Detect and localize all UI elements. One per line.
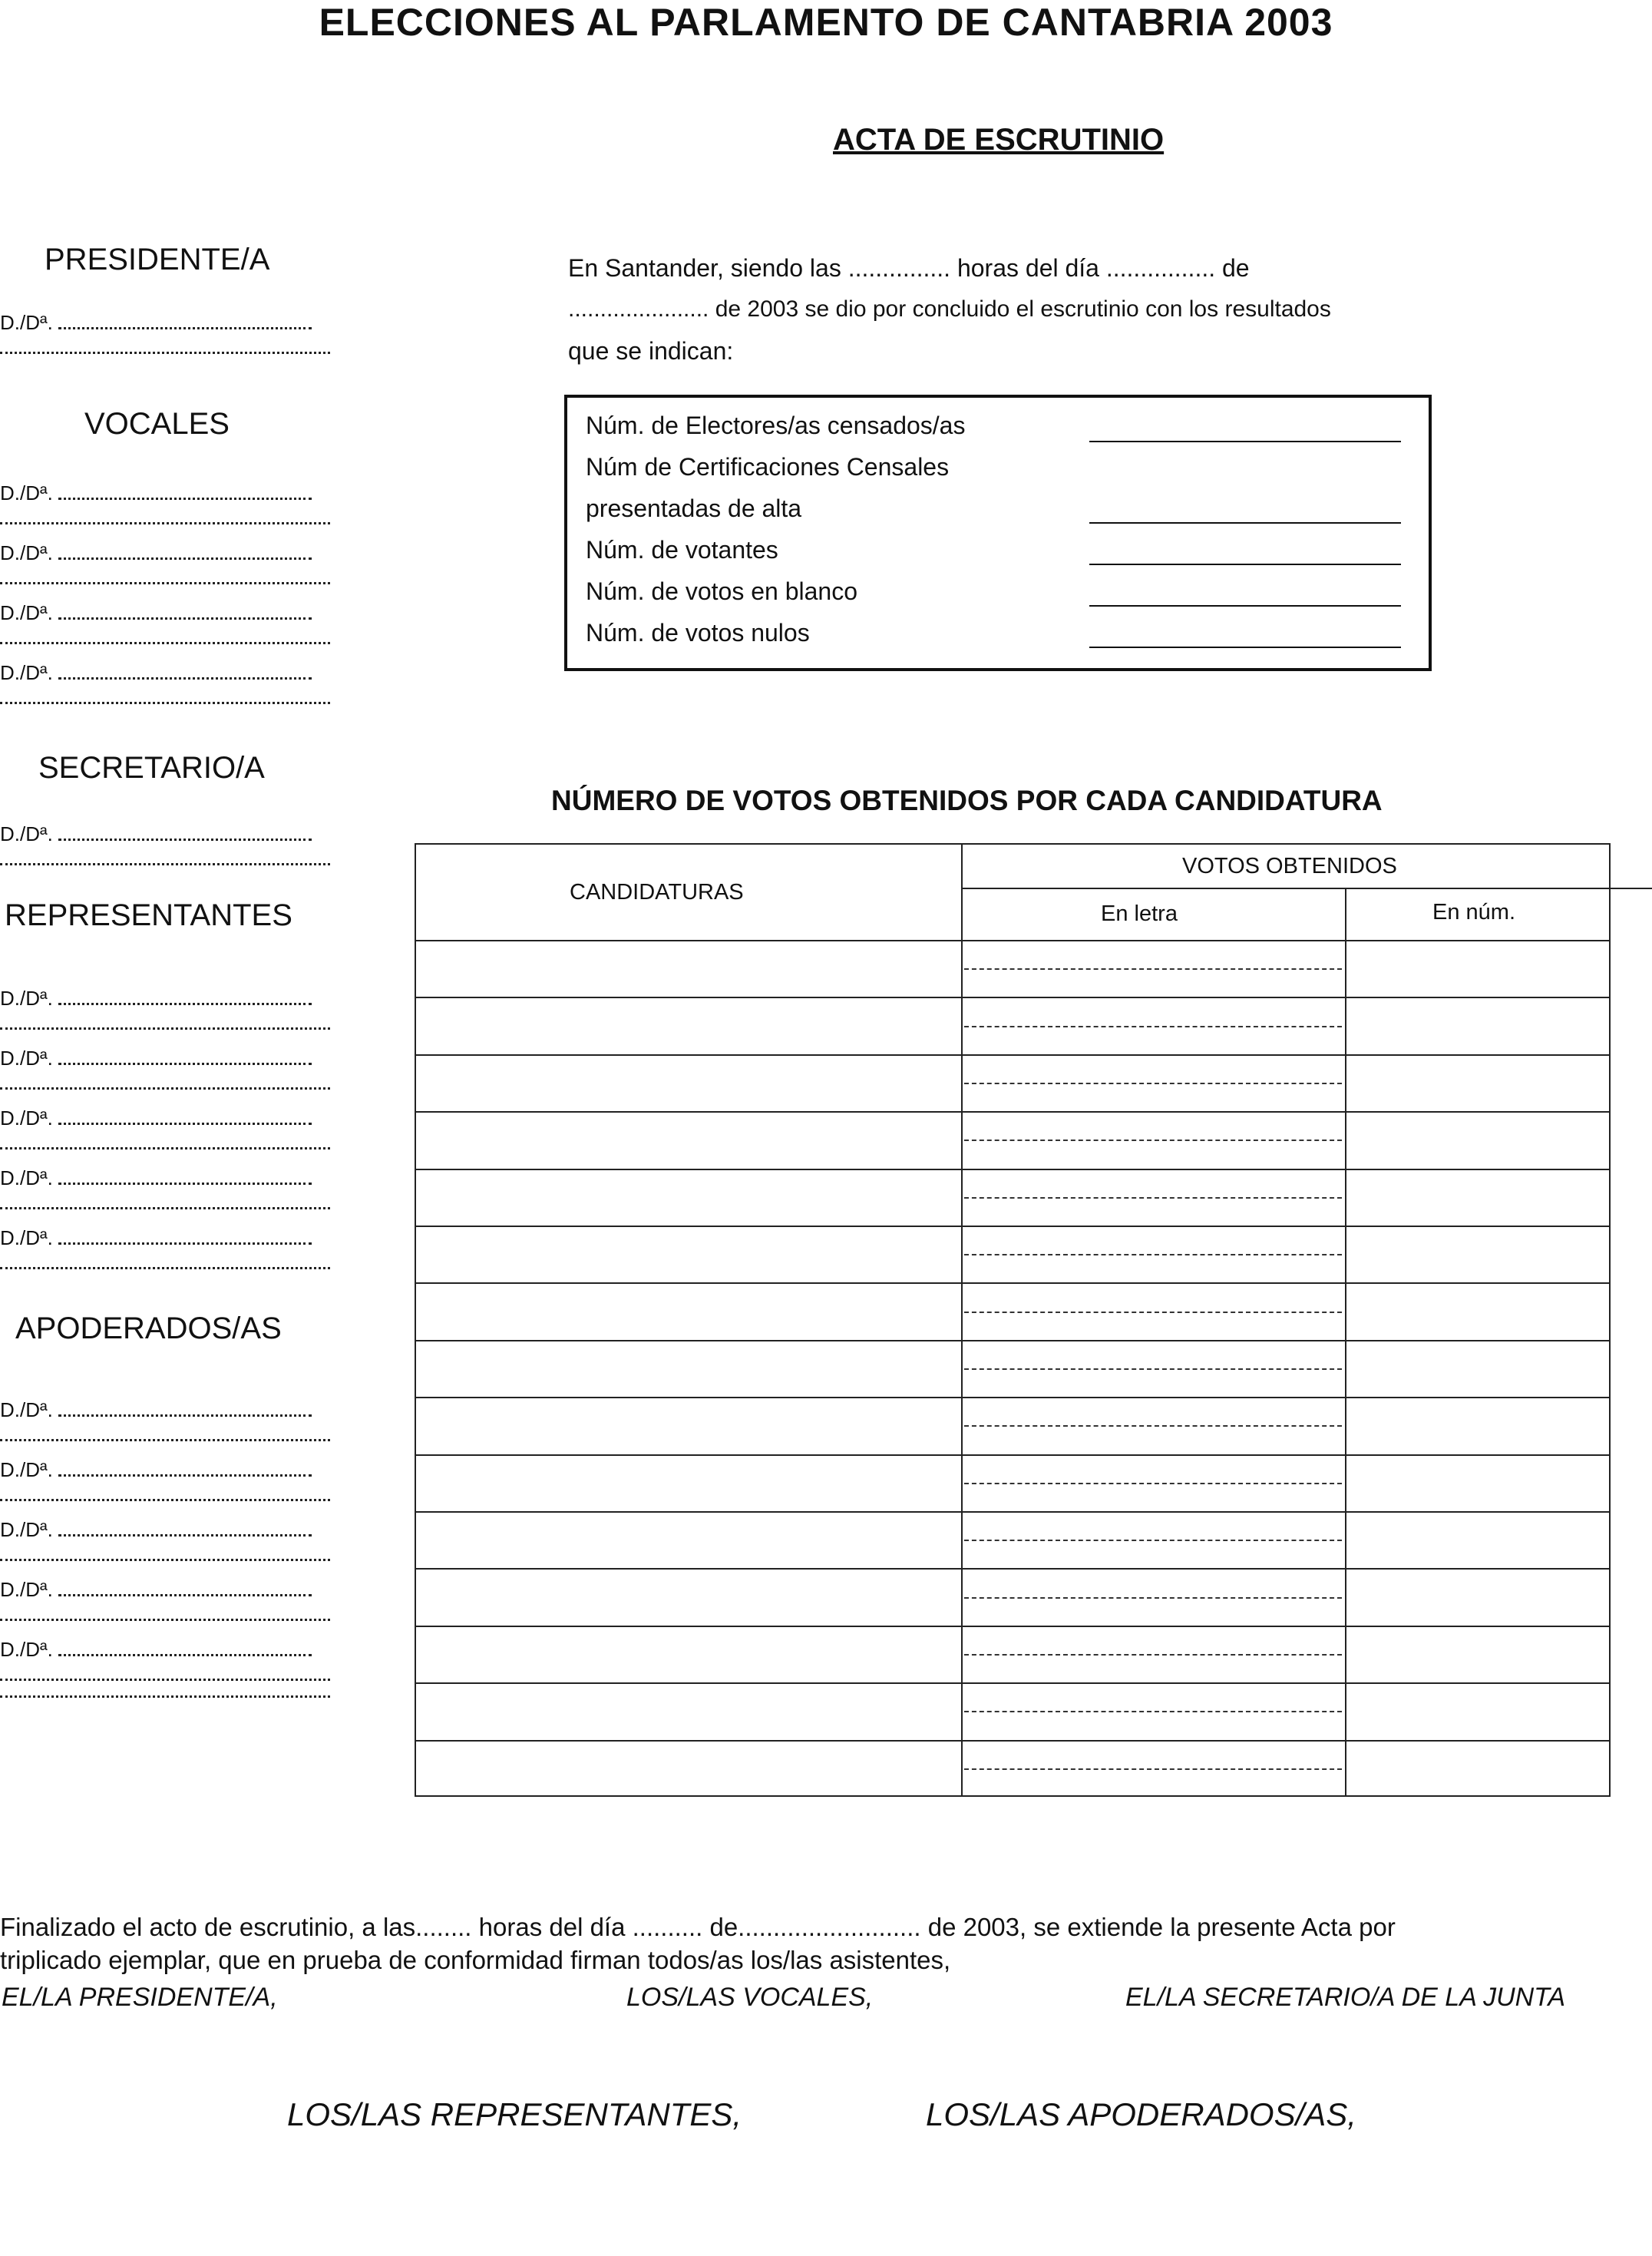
en-letra-dotted-line: [964, 1597, 1342, 1599]
vocales-heading: VOCALES: [84, 407, 230, 441]
table-row[interactable]: [416, 1340, 1609, 1341]
name-line-continuation: [0, 522, 330, 524]
name-line-prefix: D./Dª.: [0, 987, 59, 1010]
name-line-prefix: D./Dª.: [0, 1518, 59, 1541]
en-letra-dotted-line: [964, 1425, 1342, 1427]
table-divider-votos: [1345, 889, 1346, 1797]
col-candidaturas: CANDIDATURAS: [570, 880, 744, 905]
en-letra-dotted-line: [964, 1140, 1342, 1141]
apoderados-heading: APODERADOS/AS: [15, 1312, 282, 1345]
en-letra-dotted-line: [964, 1711, 1342, 1712]
representantes-heading: REPRESENTANTES: [5, 898, 292, 932]
name-line-dots: [58, 498, 312, 500]
name-line-dots: [58, 677, 312, 680]
electores-label: Núm. de Electores/as censados/as: [586, 412, 966, 439]
en-letra-dotted-line: [964, 1654, 1342, 1656]
blanco-field[interactable]: [1089, 605, 1401, 607]
table-row[interactable]: [416, 1111, 1609, 1113]
name-line[interactable]: [0, 1454, 330, 1485]
acta-title: ACTA DE ESCRUTINIO: [833, 123, 1165, 157]
table-row[interactable]: [416, 1169, 1609, 1170]
col-votos-obtenidos: VOTOS OBTENIDOS: [1182, 854, 1397, 878]
name-line-continuation: [0, 1207, 330, 1209]
sig-presidente: EL/LA PRESIDENTE/A,: [2, 1983, 278, 2012]
votes-heading: NÚMERO DE VOTOS OBTENIDOS POR CADA CANDIDATURA: [551, 785, 1383, 816]
name-line[interactable]: [0, 307, 330, 338]
certificaciones-label-1: Núm de Certificaciones Censales: [586, 453, 950, 481]
intro-line-3: que se indican:: [568, 337, 734, 365]
name-line-continuation: [0, 1499, 330, 1501]
en-letra-dotted-line: [964, 1254, 1342, 1255]
name-line[interactable]: [0, 819, 330, 849]
name-line-continuation: [0, 1695, 330, 1698]
name-line-dots: [58, 1474, 312, 1477]
col-en-letra: En letra: [1101, 901, 1178, 926]
name-line-continuation: [0, 1147, 330, 1150]
name-line-prefix: D./Dª.: [0, 601, 59, 624]
en-letra-dotted-line: [964, 968, 1342, 970]
nulos-label: Núm. de votos nulos: [586, 619, 810, 647]
name-line-continuation: [0, 582, 330, 584]
intro-text: [568, 247, 1459, 372]
name-line[interactable]: [0, 1514, 330, 1545]
name-line[interactable]: [0, 1574, 330, 1605]
name-line-dots: [58, 1534, 312, 1537]
en-letra-dotted-line: [964, 1312, 1342, 1313]
presidente-heading: PRESIDENTE/A: [45, 243, 270, 276]
votes-table: [415, 843, 1611, 1797]
en-letra-dotted-line: [964, 1026, 1342, 1027]
en-letra-dotted-line: [964, 1540, 1342, 1541]
name-line-dots: [58, 1242, 312, 1245]
certificaciones-label-2: presentadas de alta: [586, 495, 802, 522]
name-line-continuation: [0, 863, 330, 865]
name-line-dots: [58, 327, 312, 329]
table-row[interactable]: [416, 1626, 1609, 1627]
table-row[interactable]: [416, 1226, 1609, 1227]
certificaciones-field[interactable]: [1089, 522, 1401, 524]
name-line-prefix: D./Dª.: [0, 1578, 59, 1601]
votantes-label: Núm. de votantes: [586, 536, 778, 564]
name-line-prefix: D./Dª.: [0, 822, 59, 845]
name-line-continuation: [0, 1027, 330, 1030]
secretario-heading: SECRETARIO/A: [38, 751, 265, 785]
table-header-line: [416, 940, 1609, 941]
name-line[interactable]: [0, 1163, 330, 1193]
en-letra-dotted-line: [964, 1197, 1342, 1199]
name-line-prefix: D./Dª.: [0, 1638, 59, 1661]
name-line[interactable]: [0, 657, 330, 688]
votantes-field[interactable]: [1089, 564, 1401, 565]
page-title: ELECCIONES AL PARLAMENTO DE CANTABRIA 2003: [319, 1, 1333, 44]
intro-line-2: ...................... de 2003 se dio por concluido el escrutinio con los resultados: [568, 296, 1331, 322]
name-line[interactable]: [0, 1043, 330, 1073]
closing-line-2: triplicado ejemplar, que en prueba de conformidad firman todos/as los/las asistentes,: [0, 1946, 951, 1974]
name-line-continuation: [0, 642, 330, 644]
en-letra-dotted-line: [964, 1368, 1342, 1370]
name-line-continuation: [0, 702, 330, 704]
table-row[interactable]: [416, 1054, 1609, 1056]
name-line-dots: [58, 839, 312, 841]
closing-line-1: Finalizado el acto de escrutinio, a las........ horas del día .......... de.......................... de 2003, se extiende la presente Acta por: [0, 1913, 1396, 1941]
name-line-continuation: [0, 352, 330, 354]
name-line-dots: [58, 1183, 312, 1185]
name-line-continuation: [0, 1267, 330, 1269]
sig-apoderados: LOS/LAS APODERADOS/AS,: [926, 2096, 1356, 2132]
name-line-dots: [58, 1654, 312, 1656]
en-letra-dotted-line: [964, 1483, 1342, 1484]
blanco-label: Núm. de votos en blanco: [586, 577, 857, 605]
name-line[interactable]: [0, 983, 330, 1014]
table-row[interactable]: [416, 1454, 1609, 1456]
name-line-prefix: D./Dª.: [0, 1047, 59, 1070]
table-row[interactable]: [416, 1568, 1609, 1570]
name-line-dots: [58, 617, 312, 620]
name-line-prefix: D./Dª.: [0, 1106, 59, 1130]
name-line-dots: [58, 1003, 312, 1005]
name-line[interactable]: [0, 597, 330, 628]
name-line-prefix: D./Dª.: [0, 481, 59, 504]
name-line-prefix: D./Dª.: [0, 1398, 59, 1421]
sig-representantes: LOS/LAS REPRESENTANTES,: [287, 2096, 742, 2132]
table-row[interactable]: [416, 1511, 1609, 1513]
name-line-prefix: D./Dª.: [0, 541, 59, 564]
name-line[interactable]: [0, 1394, 330, 1425]
table-subheader-line: [961, 888, 1652, 889]
name-line-continuation: [0, 1439, 330, 1441]
name-line-dots: [58, 1594, 312, 1596]
name-line-dots: [58, 1063, 312, 1065]
closing-text: [0, 1910, 1652, 1976]
table-row[interactable]: [416, 1740, 1609, 1742]
table-divider-candidaturas: [961, 845, 963, 1797]
name-line-prefix: D./Dª.: [0, 1166, 59, 1189]
table-row[interactable]: [416, 1682, 1609, 1684]
summary-box: [564, 395, 1432, 671]
name-line[interactable]: [0, 1222, 330, 1253]
name-line-continuation: [0, 1559, 330, 1561]
name-line-dots: [58, 1123, 312, 1125]
electores-field[interactable]: [1089, 441, 1401, 442]
en-letra-dotted-line: [964, 1083, 1342, 1084]
table-row[interactable]: [416, 997, 1609, 998]
name-line[interactable]: [0, 1634, 330, 1665]
table-row[interactable]: [416, 1282, 1609, 1284]
intro-line-1: En Santander, siendo las ............... horas del día ................ de: [568, 254, 1250, 282]
name-line[interactable]: [0, 1103, 330, 1133]
name-line-prefix: D./Dª.: [0, 1226, 59, 1249]
nulos-field[interactable]: [1089, 647, 1401, 648]
name-line[interactable]: [0, 478, 330, 508]
name-line[interactable]: [0, 538, 330, 568]
name-line-continuation: [0, 1619, 330, 1621]
sig-secretario: EL/LA SECRETARIO/A DE LA JUNTA: [1125, 1983, 1566, 2012]
table-row[interactable]: [416, 1397, 1609, 1398]
name-line-dots: [58, 1414, 312, 1417]
name-line-continuation: [0, 1679, 330, 1681]
name-line-prefix: D./Dª.: [0, 661, 59, 684]
name-line-prefix: D./Dª.: [0, 311, 59, 334]
sig-vocales: LOS/LAS VOCALES,: [626, 1983, 874, 2012]
en-letra-dotted-line: [964, 1768, 1342, 1770]
name-line-continuation: [0, 1087, 330, 1090]
col-en-num: En núm.: [1432, 900, 1515, 925]
name-line-prefix: D./Dª.: [0, 1458, 59, 1481]
name-line-dots: [58, 557, 312, 560]
